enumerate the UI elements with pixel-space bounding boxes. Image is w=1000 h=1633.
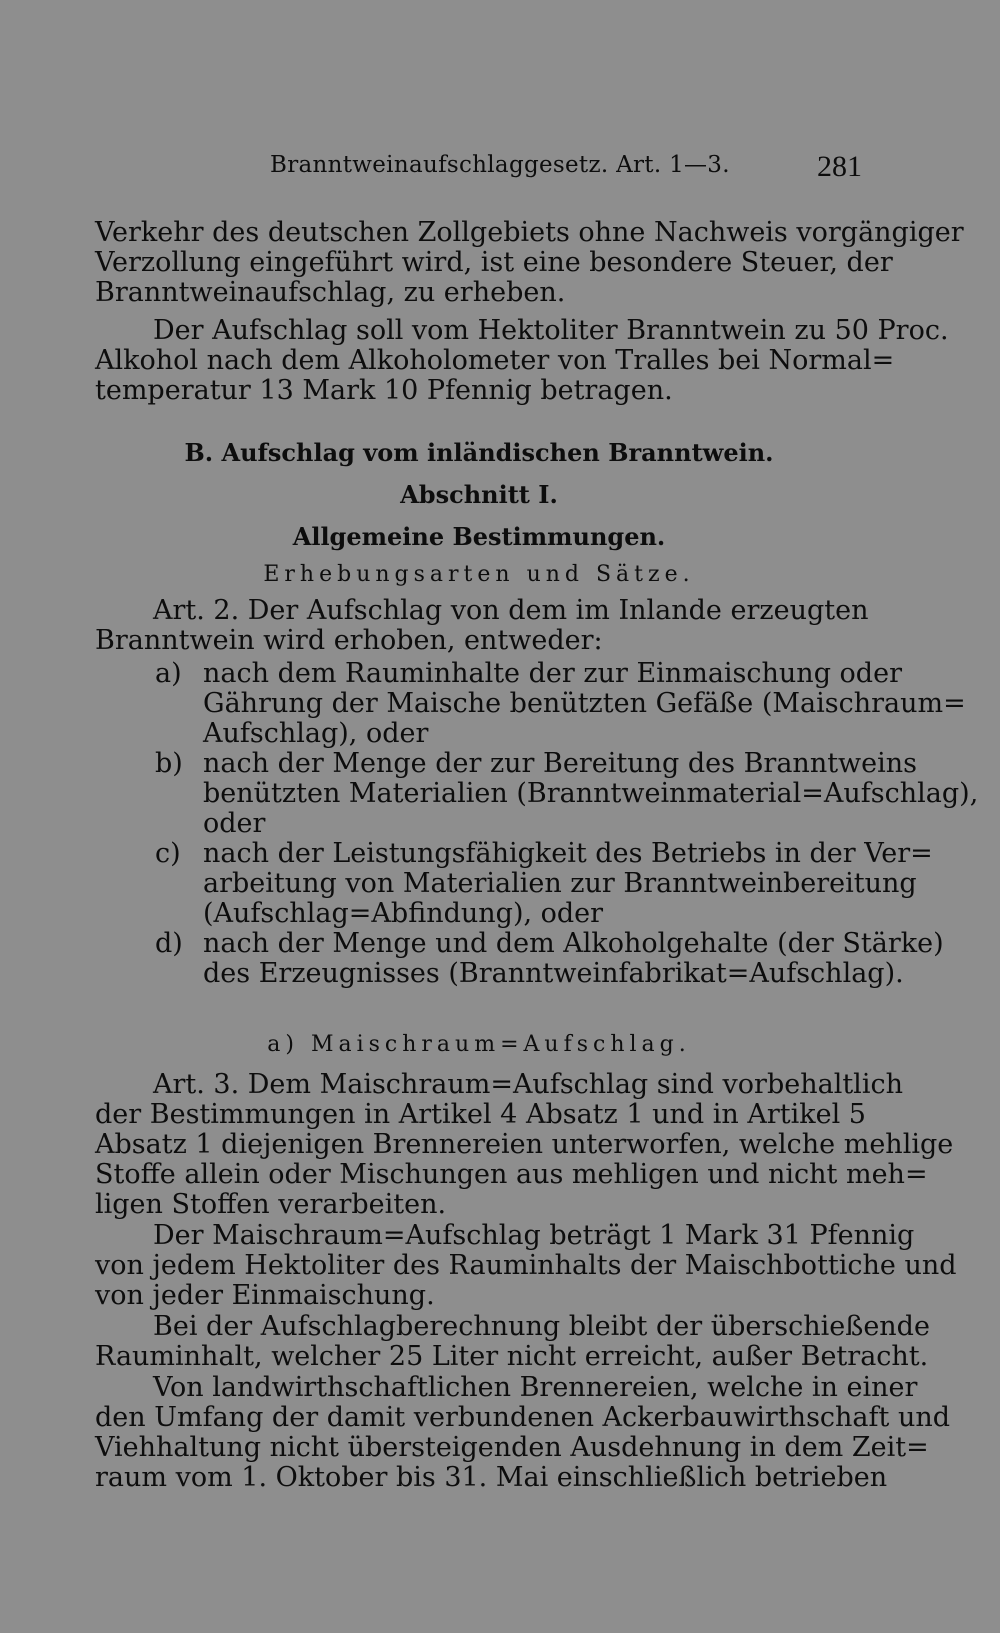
text-line: Stoffe allein oder Mischungen aus mehligen und nicht meh= <box>95 1159 928 1190</box>
text-line: raum vom 1. Oktober bis 31. Mai einschließlich betrieben <box>95 1462 888 1493</box>
text-line: Art. 2. Der Aufschlag von dem im Inlande erzeugten <box>153 595 869 626</box>
list-label: b) <box>155 748 183 779</box>
text-line: Bei der Aufschlagberechnung bleibt der überschießende <box>153 1311 930 1342</box>
maischraum-heading: a) Maischraum=Aufschlag. <box>267 1032 691 1057</box>
page-number: 281 <box>817 150 862 183</box>
text-line: arbeitung von Materialien zur Branntweinbereitung <box>203 868 917 899</box>
text-line: Aufschlag), oder <box>203 718 429 749</box>
text-line: Von landwirthschaftlichen Brennereien, welche in einer <box>153 1372 918 1403</box>
text-line: den Umfang der damit verbundenen Ackerbauwirthschaft und <box>95 1402 951 1433</box>
text-line: benützten Materialien (Branntweinmaterial=Aufschlag), <box>203 778 979 809</box>
text-line: ligen Stoffen verarbeiten. <box>95 1189 447 1220</box>
text-line: Der Maischraum=Aufschlag beträgt 1 Mark 31 Pfennig <box>153 1220 915 1251</box>
text-line: Gährung der Maische benützten Gefäße (Maischraum= <box>203 688 966 719</box>
text-line: Branntweinaufschlag, zu erheben. <box>95 277 566 308</box>
list-text: nach der Menge und dem Alkoholgehalte (der Stärke) <box>203 928 944 959</box>
text-line: (Aufschlag=Abfindung), oder <box>203 898 604 929</box>
sub-subsection-heading: Erhebungsarten und Sätze. <box>263 562 695 587</box>
running-title: Branntweinaufschlaggesetz. Art. 1—3. <box>270 152 730 178</box>
text-line: Der Aufschlag soll vom Hektoliter Branntwein zu 50 Proc. <box>153 315 949 346</box>
abschnitt-heading: Abschnitt I. <box>400 480 558 509</box>
list-text: nach der Leistungsfähigkeit des Betriebs in der Ver= <box>203 838 933 869</box>
text-line: Viehhaltung nicht übersteigenden Ausdehnung in dem Zeit= <box>95 1432 929 1463</box>
text-line: Alkohol nach dem Alkoholometer von Tralles bei Normal= <box>95 345 895 376</box>
list-label: c) <box>155 838 181 869</box>
text-line: Art. 3. Dem Maischraum=Aufschlag sind vorbehaltlich <box>153 1069 903 1100</box>
text-line: Verkehr des deutschen Zollgebiets ohne Nachweis vorgängiger <box>95 217 964 248</box>
text-line: von jeder Einmaischung. <box>95 1280 435 1311</box>
text-line: Verzollung eingeführt wird, ist eine besondere Steuer, der <box>95 247 893 278</box>
text-line: Absatz 1 diejenigen Brennereien unterworfen, welche mehlige <box>95 1129 954 1160</box>
section-heading: B. Aufschlag vom inländischen Branntwein. <box>184 438 774 467</box>
text-line: temperatur 13 Mark 10 Pfennig betragen. <box>95 375 673 406</box>
text-line: des Erzeugnisses (Branntweinfabrikat=Aufschlag). <box>203 958 904 989</box>
text-line: Rauminhalt, welcher 25 Liter nicht erreicht, außer Betracht. <box>95 1341 929 1372</box>
list-label: a) <box>155 658 182 689</box>
text-line: Branntwein wird erhoben, entweder: <box>95 625 603 656</box>
text-line: oder <box>203 808 266 839</box>
subsection-heading: Allgemeine Bestimmungen. <box>292 522 666 551</box>
text-line: von jedem Hektoliter des Rauminhalts der Maischbottiche und <box>95 1250 957 1281</box>
list-label: d) <box>155 928 183 959</box>
list-text: nach dem Rauminhalte der zur Einmaischung oder <box>203 658 902 689</box>
list-text: nach der Menge der zur Bereitung des Branntweins <box>203 748 918 779</box>
text-line: der Bestimmungen in Artikel 4 Absatz 1 und in Artikel 5 <box>95 1099 866 1130</box>
